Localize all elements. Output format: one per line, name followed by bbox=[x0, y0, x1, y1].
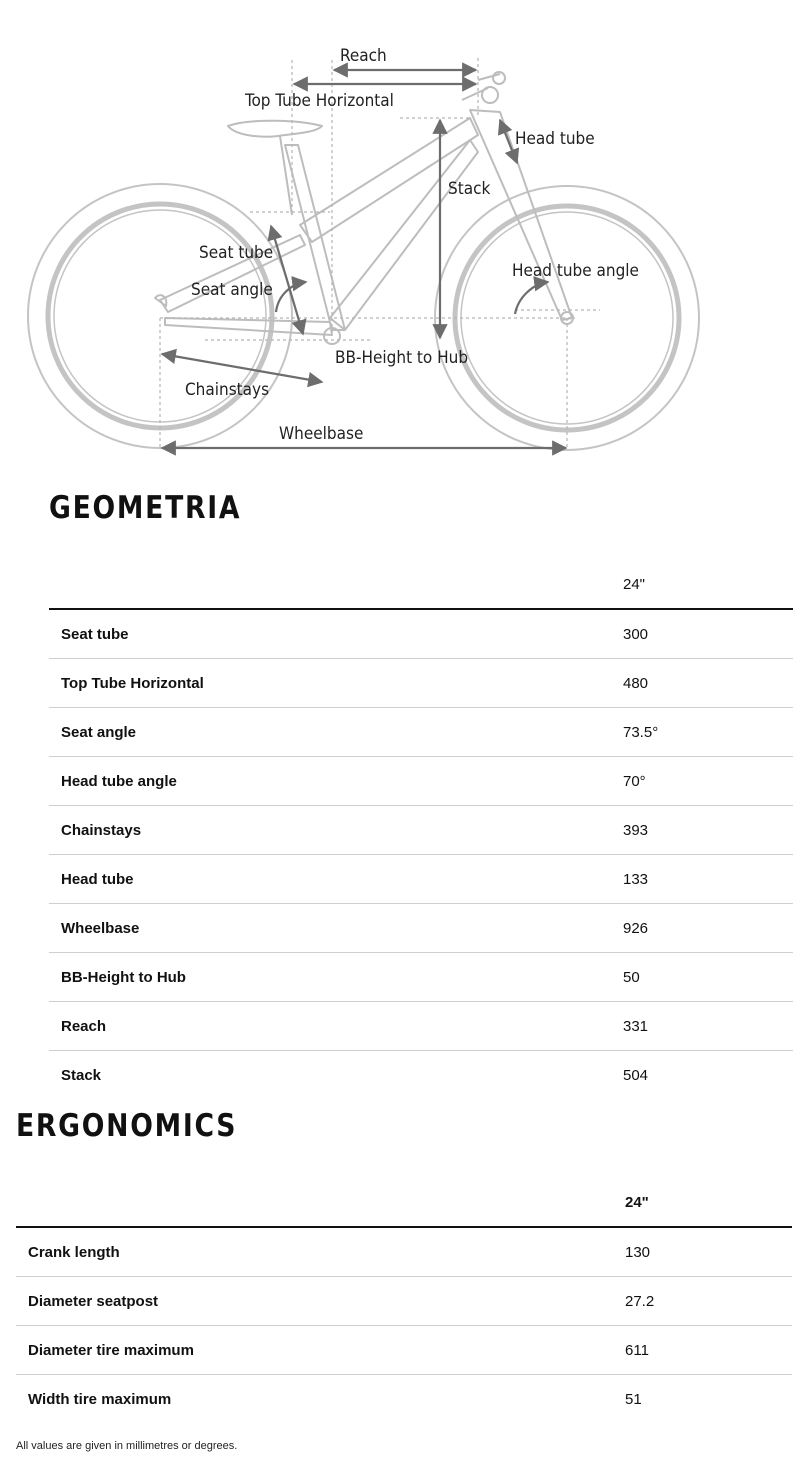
table-row bbox=[49, 609, 793, 659]
head-tube-angle-arc bbox=[515, 282, 548, 314]
size-header: 24" bbox=[623, 560, 793, 609]
label-stack: Stack bbox=[448, 179, 491, 199]
table-row bbox=[16, 1375, 792, 1424]
table-row bbox=[49, 1002, 793, 1051]
table-row bbox=[16, 1277, 792, 1326]
row-label: BB-Height to Hub bbox=[49, 953, 623, 1002]
ergonomics-table bbox=[16, 1178, 792, 1423]
bike-frame bbox=[155, 72, 573, 344]
table-row bbox=[49, 659, 793, 708]
table-row bbox=[16, 1227, 792, 1277]
row-value: 70° bbox=[623, 757, 793, 806]
row-label: Seat tube bbox=[49, 609, 623, 659]
row-value: 504 bbox=[623, 1066, 649, 1084]
header-label-cell bbox=[16, 1178, 625, 1227]
row-label: Crank length bbox=[16, 1227, 625, 1277]
label-reach: Reach bbox=[340, 46, 387, 66]
row-value: 926 bbox=[623, 904, 793, 953]
row-value: 611 bbox=[625, 1326, 792, 1375]
row-label: Reach bbox=[49, 1002, 623, 1051]
row-value: 50 bbox=[623, 953, 793, 1002]
geometry-table bbox=[49, 560, 793, 1099]
table-row bbox=[49, 708, 793, 757]
table-row bbox=[49, 855, 793, 904]
row-value: 133 bbox=[623, 855, 793, 904]
table-row bbox=[49, 757, 793, 806]
label-bb-height-to-hub: BB-Height to Hub bbox=[335, 348, 469, 368]
table-row bbox=[49, 806, 793, 855]
chainstays-arrow bbox=[162, 354, 322, 382]
table-row bbox=[16, 1326, 792, 1375]
table-row bbox=[49, 904, 793, 953]
label-seat-angle: Seat angle bbox=[191, 280, 273, 300]
row-value: 51 bbox=[625, 1390, 642, 1408]
row-value: 480 bbox=[623, 659, 793, 708]
label-head-tube-angle: Head tube angle bbox=[512, 261, 639, 281]
row-label: Wheelbase bbox=[49, 904, 623, 953]
geometry-title: GEOMETRIA bbox=[49, 490, 242, 526]
row-label: Diameter tire maximum bbox=[16, 1326, 625, 1375]
row-value: 27.2 bbox=[625, 1277, 792, 1326]
row-value: 393 bbox=[623, 806, 793, 855]
footnote: All values are given in millimetres or degrees. bbox=[16, 1440, 238, 1452]
row-value: 130 bbox=[625, 1227, 792, 1277]
table-row bbox=[49, 1051, 793, 1100]
row-label: Diameter seatpost bbox=[16, 1277, 625, 1326]
row-label: Top Tube Horizontal bbox=[49, 659, 623, 708]
ergonomics-title: ERGONOMICS bbox=[16, 1108, 238, 1144]
header-label-cell bbox=[49, 560, 623, 609]
label-seat-tube: Seat tube bbox=[199, 243, 274, 263]
size-header: 24" bbox=[625, 1178, 792, 1227]
bike-geometry-diagram bbox=[0, 0, 793, 470]
table-header-row bbox=[49, 560, 793, 609]
row-label: Head tube angle bbox=[49, 757, 623, 806]
row-value: 73.5° bbox=[623, 708, 793, 757]
table-header-row bbox=[16, 1178, 792, 1227]
row-label: Width tire maximum bbox=[28, 1390, 172, 1408]
label-top-tube-horizontal: Top Tube Horizontal bbox=[245, 91, 394, 111]
row-value: 331 bbox=[623, 1002, 793, 1051]
row-label: Stack bbox=[61, 1066, 102, 1084]
row-label: Seat angle bbox=[49, 708, 623, 757]
row-value: 300 bbox=[623, 609, 793, 659]
label-wheelbase: Wheelbase bbox=[279, 424, 364, 444]
row-label: Chainstays bbox=[49, 806, 623, 855]
label-head-tube: Head tube bbox=[515, 129, 595, 149]
row-label: Head tube bbox=[49, 855, 623, 904]
label-chainstays: Chainstays bbox=[185, 380, 270, 400]
table-row bbox=[49, 953, 793, 1002]
